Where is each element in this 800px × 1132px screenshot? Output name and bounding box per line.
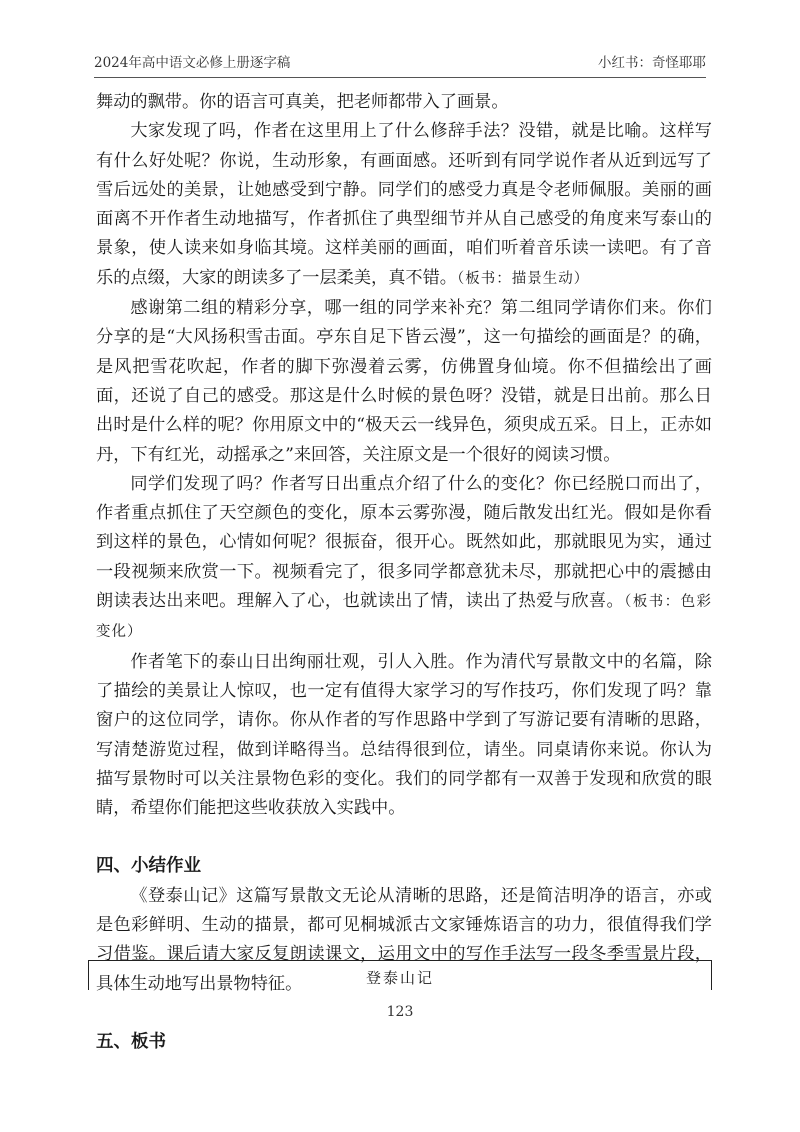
body-text xyxy=(96,88,712,1057)
section-4-heading: 四、小结作业 xyxy=(96,856,201,877)
paragraph-2-text: 大家发现了吗，作者在这里用上了什么修辞手法？没错，就是比喻。这样写有什么好处呢？你说，生动形象，有画面感。还听到有同学说作者从近到远写了雪后远处的美景，让她感受到宁静。同学们的感受力真是令老师佩服。美丽的画面离不开作者生动地描写，作者抓住了典型细节并从自己感受的角度来写泰山的景象，使人读来如身临其境。这样美丽的画面，咱们听着音乐读一读吧。有了音乐的点缀，大家的朗读多了一层柔美，真不错。 xyxy=(96,121,712,288)
paragraph-5-text: 作者笔下的泰山日出绚丽壮观，引人入胜。作为清代写景散文中的名篇，除了描绘的美景让人惊叹，也一定有值得大家学习的写作技巧，你们发现了吗？靠窗户的这位同学，请你。你从作者的写作思路中学到了写游记要有清晰的思路，写清楚游览过程，做到详略得当。总结得很到位，请坐。同桌请你来说。你认为描写景物时可以关注景物色彩的变化。我们的同学都有一双善于发现和欣赏的眼睛，希望你们能把这些收获放入实践中。 xyxy=(96,651,712,819)
paragraph-1 xyxy=(96,88,712,117)
paragraph-4-text: 同学们发现了吗？作者写日出重点介绍了什么的变化？你已经脱口而出了，作者重点抓住了天空颜色的变化，原本云雾弥漫，随后散发出红光。假如是你看到这样的景色，心情如何呢？很振奋，很开心。既然如此，那就眼见为实，通过一段视频来欣赏一下。视频看完了，很多同学都意犹未尽，那就把心中的震撼由朗读表达出来吧。理解入了心，也就读出了情，读出了热爱与欣喜。 xyxy=(96,473,712,612)
header-document-title: 2024年高中语文必修上册逐字稿 xyxy=(94,55,291,71)
blackboard-table xyxy=(88,960,712,990)
blackboard-title: 登泰山记 xyxy=(365,969,434,987)
paragraph-5 xyxy=(96,648,712,824)
paragraph-3-text: 感谢第二组的精彩分享，哪一组的同学来补充？第二组同学请你们来。你们分享的是“大风扬积雪击面。亭东自足下皆云漫”，这一句描绘的画面是？的确，是风把雪花吹起，作者的脚下弥漫着云雾，仿佛置身仙境。你不但描绘出了画面，还说了自己的感受。那这是什么时候的景色呀？没错，就是日出前。那么日出时是什么样的呢？你用原文中的“极天云一线异色，须臾成五采。日上，正赤如丹，下有红光，动摇承之”来回答，关注原文是一个很好的阅读习惯。 xyxy=(96,298,712,465)
paragraph-4 xyxy=(96,470,712,648)
section-5-heading: 五、板书 xyxy=(96,1031,166,1052)
section-4-text: 《登泰山记》这篇写景散文无论从清晰的思路，还是简洁明净的语言，亦或是色彩鲜明、生动的描景，都可见桐城派古文家锤炼语言的功力，很值得我们学习借鉴。课后请大家反复朗读课文，运用文中的写作手法写一段冬季雪景片段，具体生动地写出景物特征。 xyxy=(96,885,712,994)
board-note-2: （板书：色彩变化） xyxy=(96,594,712,641)
paragraph-1-text: 舞动的飘带。你的语言可真美，把老师都带入了画景。 xyxy=(96,92,509,112)
paragraph-3 xyxy=(96,294,712,470)
page-number: 123 xyxy=(386,1004,414,1020)
page-header xyxy=(94,44,706,78)
board-note-1: （板书：描景生动） xyxy=(456,270,590,287)
paragraph-2 xyxy=(96,117,712,294)
header-author: 小红书：奇怪耶耶 xyxy=(598,55,706,71)
